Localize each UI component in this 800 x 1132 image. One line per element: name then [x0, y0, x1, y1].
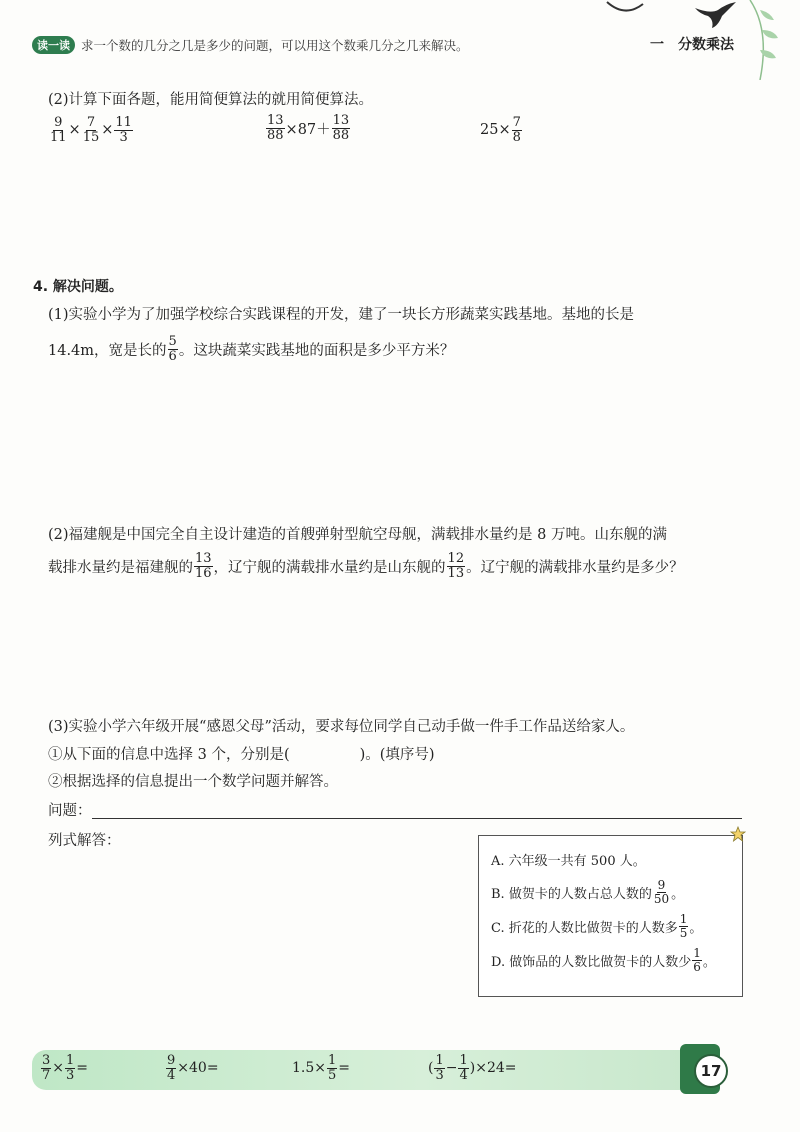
footer-exercise-2: $\frac{9}{4}$ ×40=: [167, 1053, 219, 1083]
unit-number: 一: [650, 37, 664, 53]
footer-exercise-4: ( $\frac{1}{3}$ − $\frac{1}{4}$ )×24=: [428, 1053, 517, 1083]
q4-3-line2: ①从下面的信息中选择 3 个，分别是( )。(填序号): [48, 743, 435, 764]
footer-exercise-3: 1.5× $\frac{1}{5}$ =: [292, 1053, 351, 1083]
q3-2-instruction: (2)计算下面各题，能用简便算法的就用简便算法。: [48, 92, 374, 108]
expression-1: $\frac{9}{11}$ × $\frac{7}{15}$ × $\frac{11}{3}$: [50, 115, 132, 145]
answer-label: 列式解答：: [48, 833, 121, 849]
tip-badge: 读一读: [32, 36, 75, 54]
expression-2: $\frac{13}{88}$ ×87＋ $\frac{13}{88}$: [267, 113, 350, 143]
info-c: C. 折花的人数比做贺卡的人数多 $\frac{1}{5}$ 。: [491, 912, 703, 940]
unit-title: 分数乘法: [678, 37, 734, 53]
q4-1-line2: 14.4m，宽是长的 $\frac{5}{6}$ 。这块蔬菜实践基地的面积是多少平方米？: [48, 334, 455, 364]
question-label: 问题：: [48, 803, 92, 819]
info-box: [478, 835, 743, 997]
q4-1-line1: (1)实验小学为了加强学校综合实践课程的开发，建了一块长方形蔬菜实践基地。基地的长是: [48, 307, 635, 323]
swallow-icon: [690, 0, 740, 30]
unit-heading: [650, 34, 734, 54]
q4-2-line2: 载排水量约是福建舰的 $\frac{13}{16}$ ，辽宁舰的满载排水量约是山东舰的 $\frac{12}{13}$ 。辽宁舰的满载排水量约是多少？: [48, 551, 684, 581]
q4-3-line1: (3)实验小学六年级开展“感恩父母”活动，要求每位同学自己动手做一件手工作品送给家人。: [48, 719, 635, 735]
q4-3-line3: ②根据选择的信息提出一个数学问题并解答。: [48, 774, 338, 790]
leaf-decoration-icon: [740, 0, 800, 80]
info-d: D. 做饰品的人数比做贺卡的人数少 $\frac{1}{6}$ 。: [491, 946, 716, 974]
tip-text: 求一个数的几分之几是多少的问题，可以用这个数乘几分之几来解决。: [81, 38, 469, 53]
choice-blank[interactable]: [290, 743, 360, 764]
page-number: 17: [694, 1054, 728, 1088]
q4-title: 4. 解决问题。: [33, 279, 123, 295]
q4-2-line1: (2)福建舰是中国完全自主设计建造的首艘弹射型航空母舰，满载排水量约是 8 万吨。山东舰的满: [48, 527, 667, 543]
question-answer-line[interactable]: [92, 818, 742, 819]
info-b: B. 做贺卡的人数占总人数的 $\frac{9}{50}$ 。: [491, 878, 685, 906]
expression-3: 25× $\frac{7}{8}$: [480, 115, 521, 145]
star-icon: [730, 826, 746, 842]
info-a: A. 六年级一共有 500 人。: [491, 854, 646, 869]
swirl-decoration-icon: [605, 0, 645, 20]
footer-bar: [32, 1050, 682, 1090]
footer-exercise-1: $\frac{3}{7}$ × $\frac{1}{3}$ =: [42, 1053, 89, 1083]
header-tip: [32, 36, 469, 54]
